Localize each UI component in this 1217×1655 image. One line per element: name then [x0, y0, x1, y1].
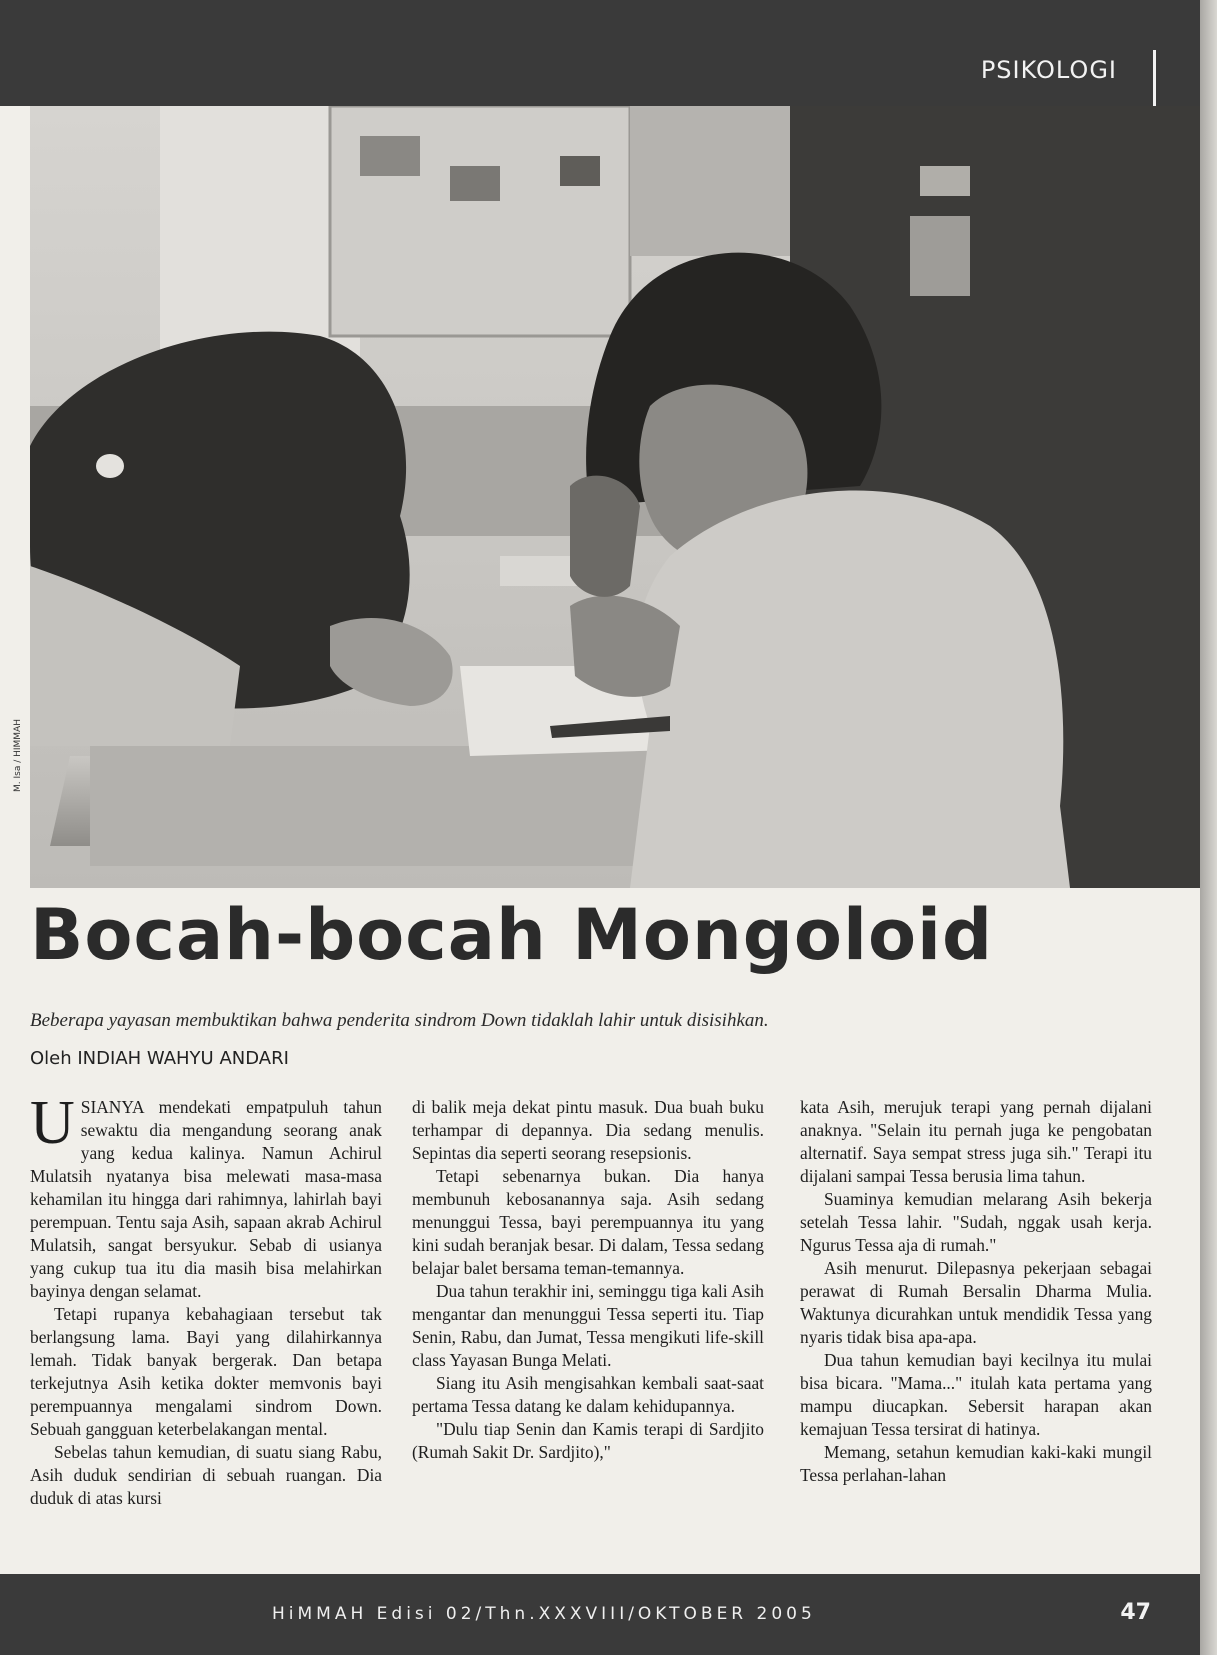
paragraph: Tetapi rupanya kebahagiaan tersebut tak berlangsung lama. Bayi yang dilahirkannya lemah. Tidak banyak bergerak. Dan betapa terkejutnya Asih ketika dokter memvonis bayi perempuannya mengalami sindrom Down. Sebuah gangguan keterbelakangan mental. [30, 1304, 382, 1439]
article-column-1 [30, 1089, 382, 1510]
article-column-2 [412, 1096, 764, 1464]
paragraph: di balik meja dekat pintu masuk. Dua buah buku terhampar di depannya. Dia sedang menulis. Sepintas dia seperti seorang resepsionis. [412, 1097, 764, 1163]
article-column-3 [800, 1096, 1152, 1487]
article-photo [30, 106, 1200, 888]
drop-cap: U [30, 1089, 75, 1157]
paragraph: Suaminya kemudian melarang Asih bekerja setelah Tessa lahir. "Sudah, nggak usah kerja. Ngurus Tessa aja di rumah." [800, 1189, 1152, 1255]
header-bar [0, 0, 1200, 106]
photo-illustration [30, 106, 1200, 888]
article-standfirst: Beberapa yayasan membuktikan bahwa penderita sindrom Down tidaklah lahir untuk disisihkan. [30, 1010, 769, 1031]
paragraph: Asih menurut. Dilepasnya pekerjaan sebagai perawat di Rumah Bersalin Dharma Mulia. Waktunya dicurahkan untuk mendidik Tessa yang nyaris tidak bisa apa-apa. [800, 1258, 1152, 1347]
paragraph: Siang itu Asih mengisahkan kembali saat-saat pertama Tessa datang ke dalam kehidupannya. [412, 1373, 764, 1416]
publication-info: HiMMAH Edisi 02/Thn.XXXVIII/OKTOBER 2005 [272, 1604, 816, 1624]
photo-credit: M. Isa / HIMMAH [13, 719, 23, 792]
paragraph: kata Asih, merujuk terapi yang pernah dijalani anaknya. "Selain itu pernah juga ke pengobatan alternatif. Saya sempat stress juga sih." Terapi itu dijalani sampai Tessa berusia lima tahun. [800, 1097, 1152, 1186]
paragraph: Dua tahun kemudian bayi kecilnya itu mulai bisa bicara. "Mama..." itulah kata pertama yang mampu diucapkan. Sebersit harapan akan kemajuan Tessa tersirat di hatinya. [800, 1350, 1152, 1439]
paragraph: Tetapi sebenarnya bukan. Dia hanya membunuh kebosanannya saja. Asih sedang menunggui Tessa, bayi perempuannya itu yang kini sudah beranjak besar. Di dalam, Tessa sedang belajar balet bersama teman-temannya. [412, 1166, 764, 1278]
article-title: Bocah-bocah Mongoloid [30, 894, 994, 976]
paragraph: Sebelas tahun kemudian, di suatu siang Rabu, Asih duduk sendirian di sebuah ruangan. Dia duduk di atas kursi [30, 1442, 382, 1508]
paragraph: "Dulu tiap Senin dan Kamis terapi di Sardjito (Rumah Sakit Dr. Sardjito)," [412, 1419, 764, 1462]
page-number: 47 [1120, 1600, 1151, 1625]
section-divider [1153, 50, 1156, 108]
paragraph: Memang, setahun kemudian kaki-kaki mungil Tessa perlahan-lahan [800, 1442, 1152, 1485]
paragraph: Dua tahun terakhir ini, seminggu tiga kali Asih mengantar dan menunggui Tessa seperti itu. Tiap Senin, Rabu, dan Jumat, Tessa mengikuti life-skill class Yayasan Bunga Melati. [412, 1281, 764, 1370]
article-byline: Oleh INDIAH WAHYU ANDARI [30, 1048, 289, 1069]
paragraph: USIANYA mendekati empatpuluh tahun sewaktu dia mengandung seorang anak yang kedua kalinya. Namun Achirul Mulatsih nyatanya bisa melewati masa-masa kehamilan itu hingga dari rahimnya, lahirlah bayi perempuan. Tentu saja Asih, sapaan akrab Achirul Mulatsih, sangat bersyukur. Sebab di usianya yang cukup tua itu dia masih bisa melahirkan bayinya dengan selamat. [30, 1089, 382, 1301]
section-label: PSIKOLOGI [980, 56, 1117, 84]
page-spine-shadow [1200, 0, 1217, 1655]
